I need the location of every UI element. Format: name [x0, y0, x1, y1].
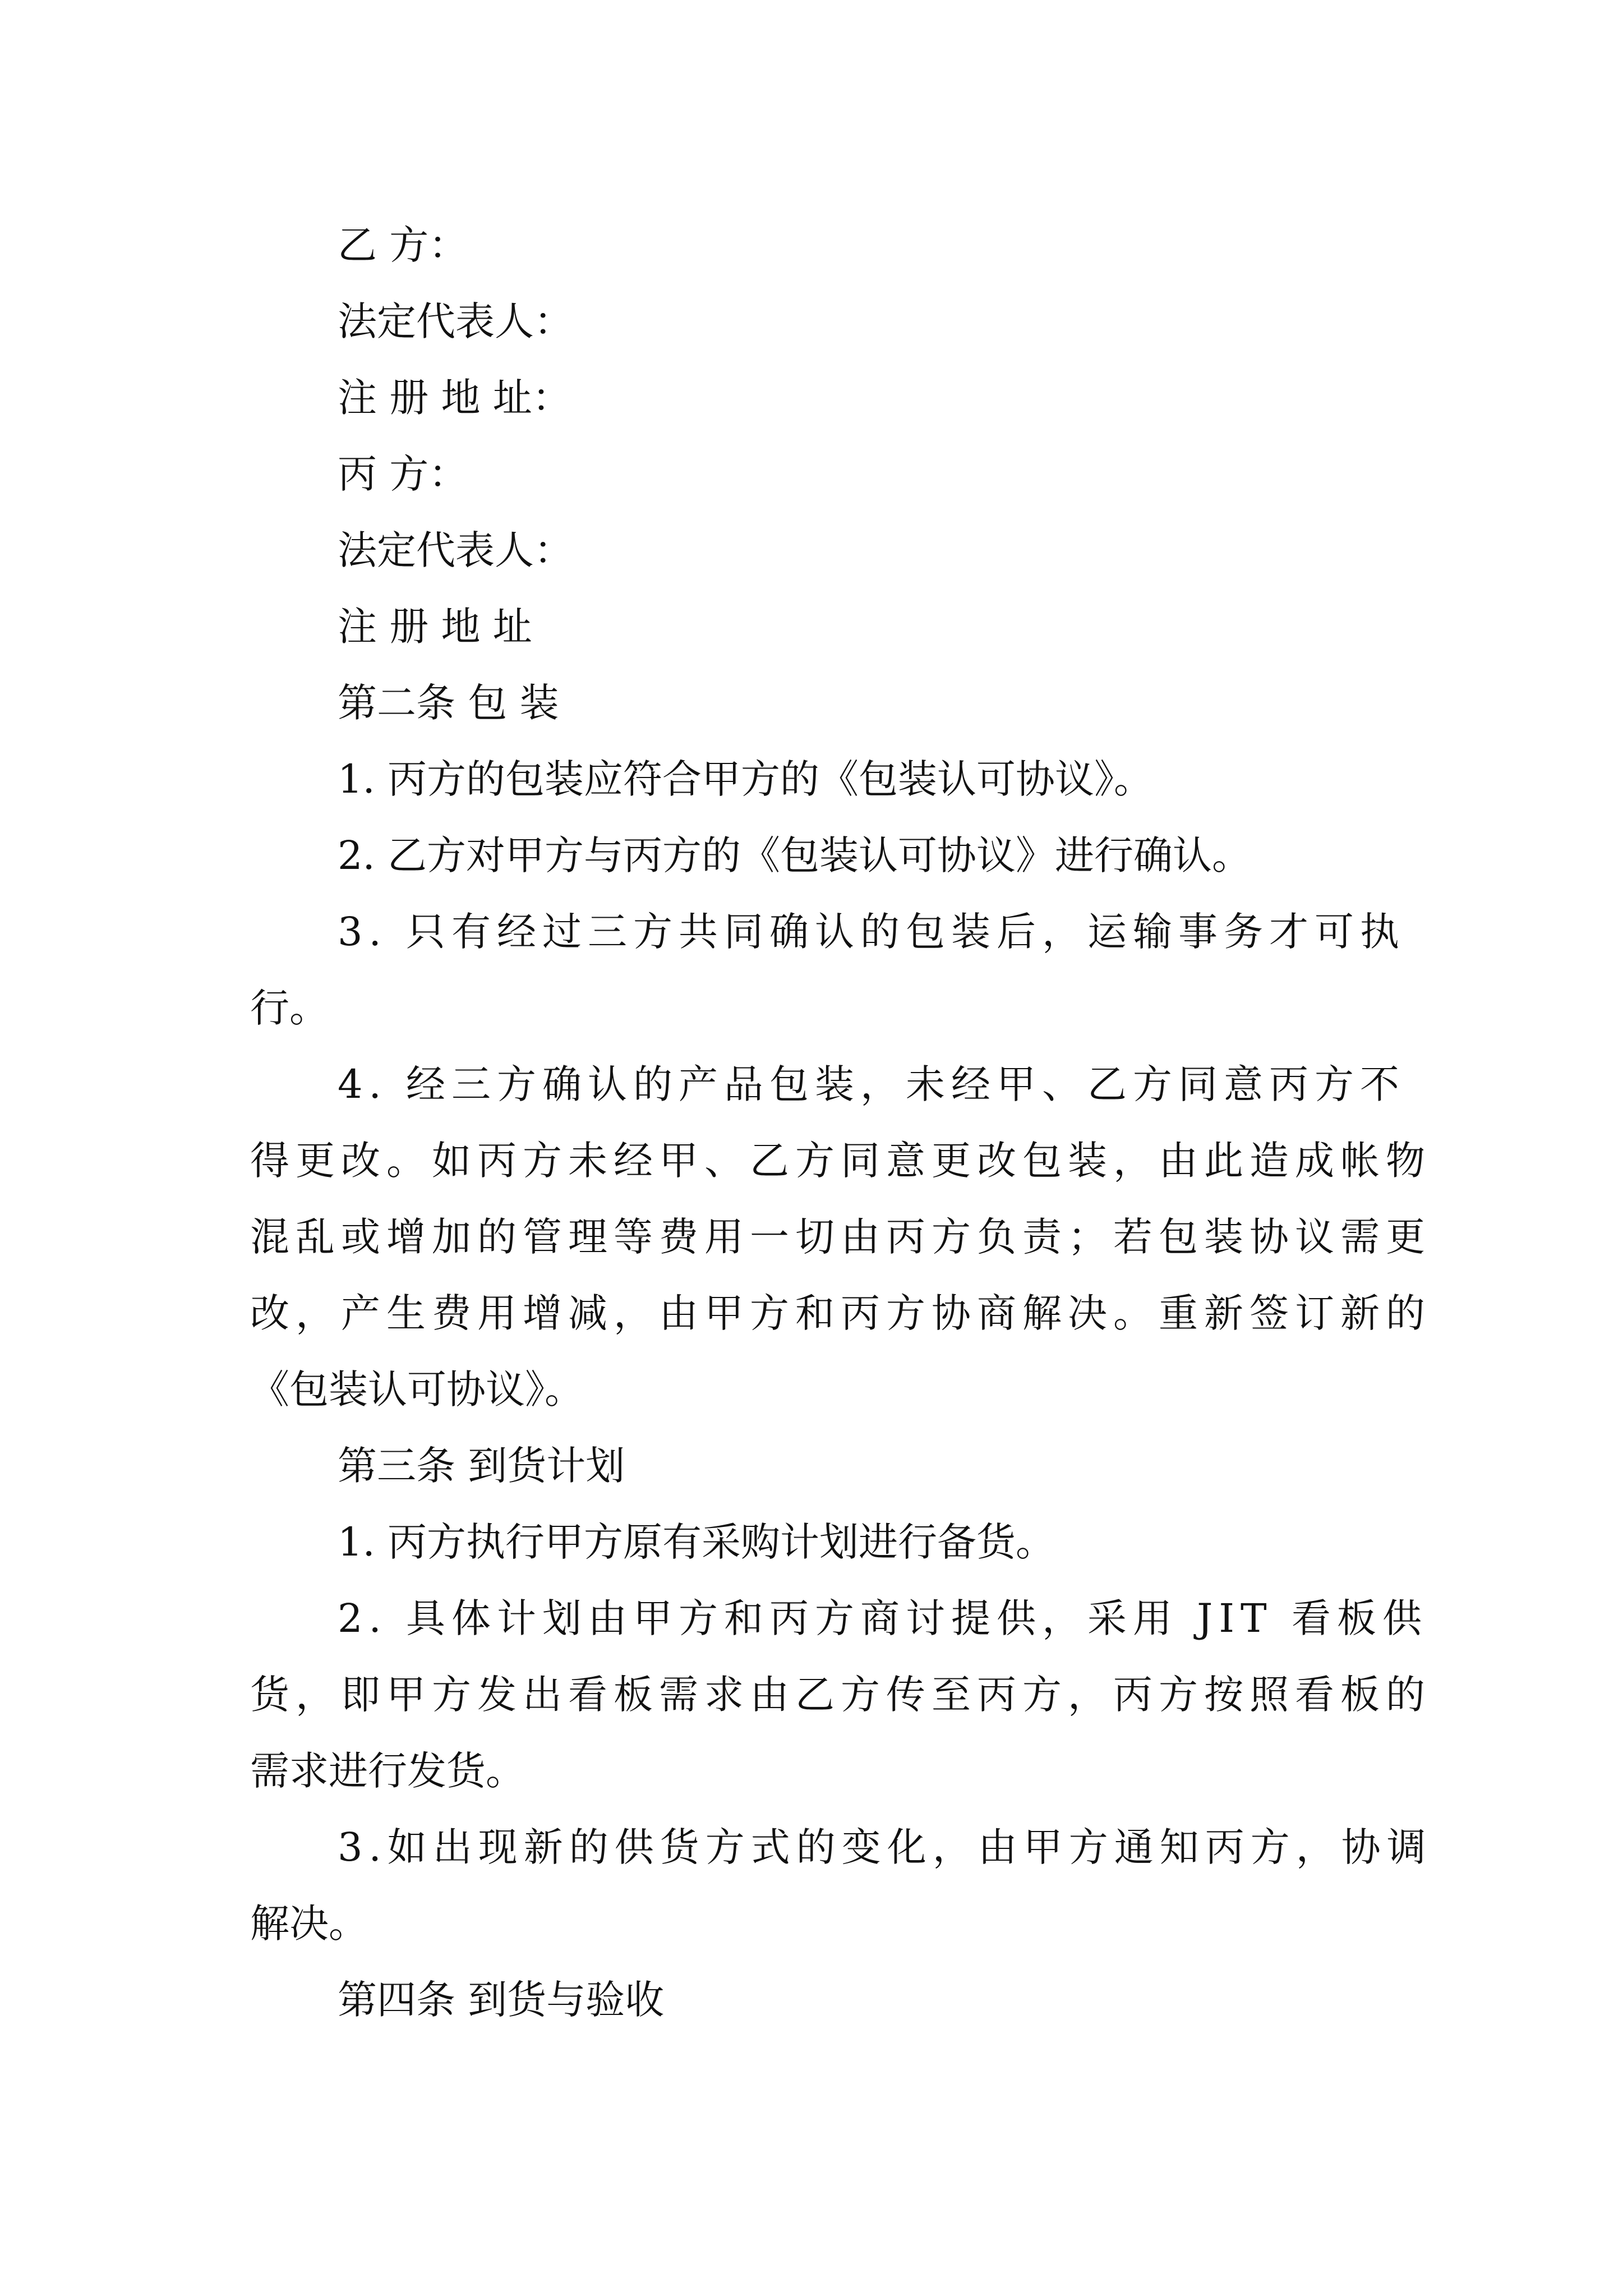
party-b-address-label: 注 册 地 址：: [338, 375, 571, 421]
article-2-item-4-line-5: 《包装认可协议》。: [250, 1366, 584, 1412]
article-2-item-4-line-2: 得更改。如丙方未经甲、乙方同意更改包装，由此造成帐物: [250, 1138, 1431, 1184]
party-c-representative-label: 法定代表人：: [338, 527, 573, 573]
article-3-item-3-line-2: 解决。: [250, 1901, 368, 1947]
article-3-item-2-line-3: 需求进行发货。: [250, 1748, 525, 1794]
article-2-item-3-line-2: 行。: [250, 985, 329, 1031]
article-2-item-4-line-4: 改，产生费用增减，由甲方和丙方协商解决。重新签订新的: [250, 1290, 1431, 1336]
article-3-item-2-line-2: 货，即甲方发出看板需求由乙方传至丙方，丙方按照看板的: [250, 1672, 1431, 1718]
article-2-item-4-line-1: 4. 经三方确认的产品包装，未经甲、乙方同意丙方不: [338, 1061, 1406, 1107]
article-3-item-3-line-1: 3.如出现新的供货方式的变化，由甲方通知丙方，协调: [338, 1824, 1432, 1870]
article-2-heading: 第二条 包 装: [338, 680, 559, 726]
party-b-representative-label: 法定代表人：: [338, 298, 573, 344]
article-2-item-3-line-1: 3. 只有经过三方共同确认的包装后，运输事务才可执: [338, 909, 1406, 955]
article-2-item-4-line-3: 混乱或增加的管理等费用一切由丙方负责；若包装协议需更: [250, 1214, 1431, 1260]
party-c-label: 丙 方：: [338, 451, 468, 497]
article-3-item-1: 1. 丙方执行甲方原有采购计划进行备货。: [338, 1519, 1055, 1565]
article-3-heading: 第三条 到货计划: [338, 1443, 625, 1489]
article-2-item-1: 1. 丙方的包装应符合甲方的《包装认可协议》。: [338, 756, 1154, 802]
article-3-item-2-line-1: 2. 具体计划由甲方和丙方商讨提供，采用 JIT 看板供: [338, 1595, 1428, 1641]
article-2-item-2: 2. 乙方对甲方与丙方的《包装认可协议》进行确认。: [338, 832, 1252, 878]
article-4-heading: 第四条 到货与验收: [338, 1977, 665, 2023]
party-c-address-label: 注 册 地 址: [338, 604, 532, 650]
party-b-label: 乙 方：: [338, 222, 468, 268]
